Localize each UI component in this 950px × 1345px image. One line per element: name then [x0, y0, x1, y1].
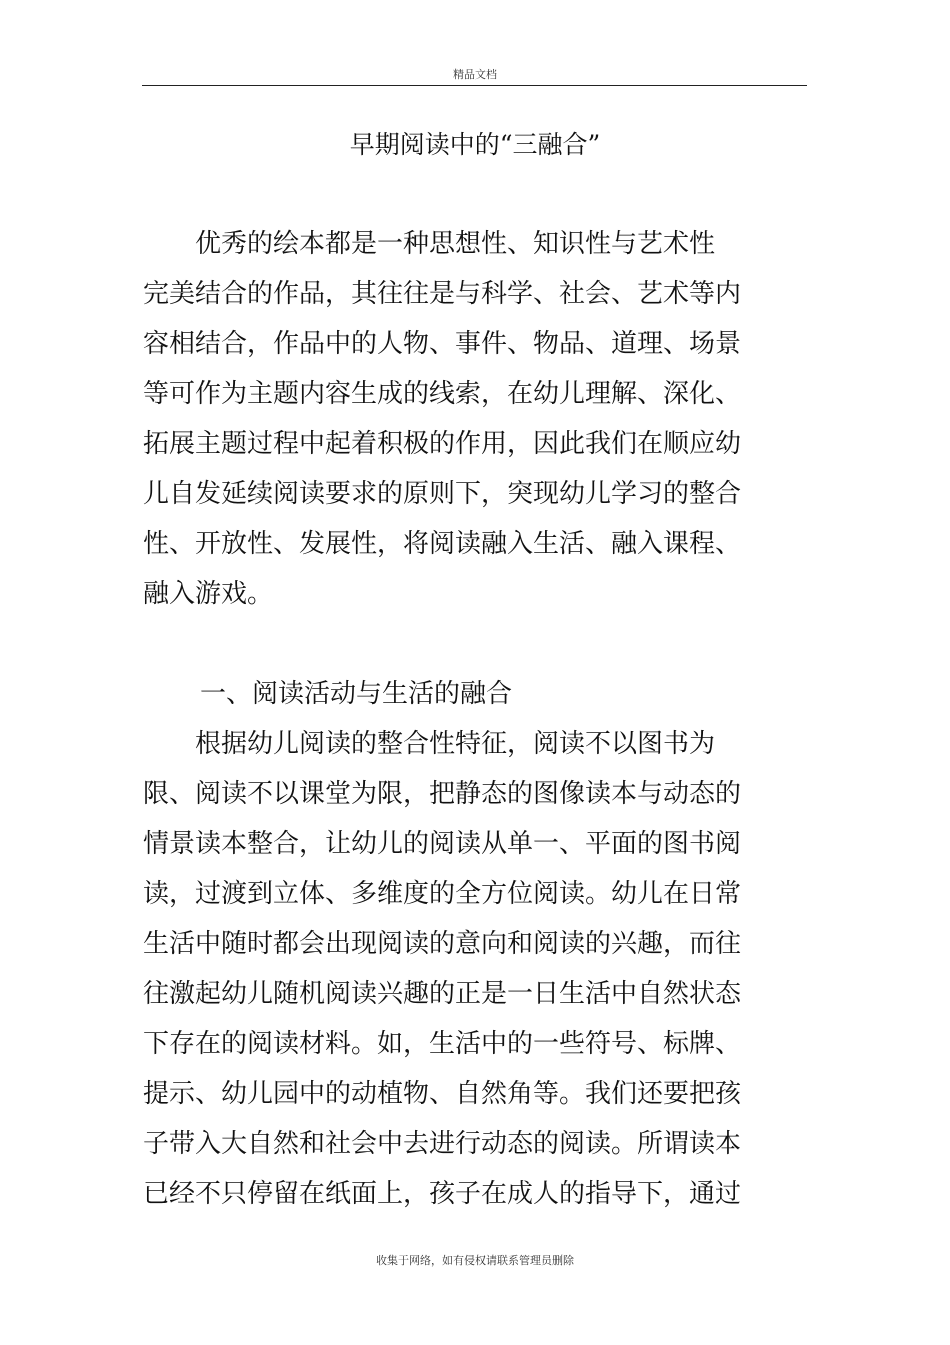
- section-line: 情景读本整合，让幼儿的阅读从单一、平面的图书阅: [143, 829, 742, 859]
- document-title: 早期阅读中的“三融合”: [349, 130, 601, 159]
- intro-line: 等可作为主题内容生成的线索，在幼儿理解、深化、: [143, 379, 742, 409]
- intro-line: 拓展主题过程中起着积极的作用，因此我们在顺应幼: [143, 429, 742, 459]
- section-line: 限、阅读不以课堂为限，把静态的图像读本与动态的: [143, 779, 742, 809]
- section-line: 子带入大自然和社会中去进行动态的阅读。所谓读本: [143, 1129, 742, 1159]
- intro-paragraph: [143, 219, 773, 619]
- page-header: 精品文档: [453, 68, 497, 81]
- section-line: 往激起幼儿随机阅读兴趣的正是一日生活中自然状态: [143, 979, 742, 1009]
- page-footer: 收集于网络，如有侵权请联系管理员删除: [376, 1254, 574, 1267]
- section-paragraph: [143, 719, 773, 1219]
- section-line: 读，过渡到立体、多维度的全方位阅读。幼儿在日常: [143, 879, 742, 909]
- section-line: 已经不只停留在纸面上，孩子在成人的指导下，通过: [143, 1179, 742, 1209]
- section-line: 生活中随时都会出现阅读的意向和阅读的兴趣，而往: [143, 929, 742, 959]
- intro-line: 融入游戏。: [143, 579, 274, 609]
- header-divider: [142, 85, 807, 86]
- intro-line: 性、开放性、发展性，将阅读融入生活、融入课程、: [143, 529, 742, 559]
- intro-line: 容相结合，作品中的人物、事件、物品、道理、场景: [143, 329, 742, 359]
- section-heading: 一、阅读活动与生活的融合: [200, 679, 513, 709]
- intro-line: 完美结合的作品，其往往是与科学、社会、艺术等内: [143, 279, 742, 309]
- section-line: 下存在的阅读材料。如，生活中的一些符号、标牌、: [143, 1029, 742, 1059]
- intro-line: 优秀的绘本都是一种思想性、知识性与艺术性: [143, 229, 716, 259]
- intro-line: 儿自发延续阅读要求的原则下，突现幼儿学习的整合: [143, 479, 742, 509]
- section-line: 提示、幼儿园中的动植物、自然角等。我们还要把孩: [143, 1079, 742, 1109]
- section-line: 根据幼儿阅读的整合性特征，阅读不以图书为: [143, 729, 716, 759]
